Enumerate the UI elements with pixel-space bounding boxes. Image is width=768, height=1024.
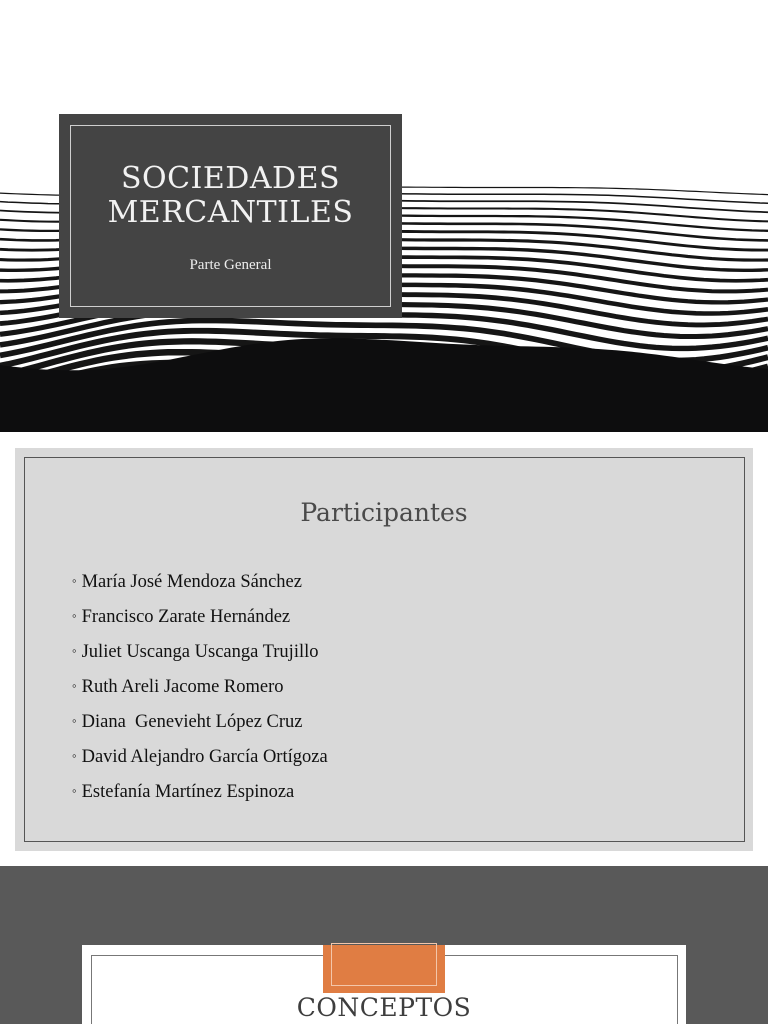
orange-accent-tab: [323, 945, 445, 993]
participants-heading: Participantes: [300, 498, 468, 527]
wave-dark-base: [0, 338, 768, 432]
bullet-icon: ◦: [72, 748, 77, 763]
participant-item: [72, 746, 328, 781]
slide-title: [0, 0, 768, 432]
slide-participants: [15, 448, 753, 851]
concepts-title: CONCEPTOS: [296, 993, 472, 1022]
slide-concepts: [0, 866, 768, 1024]
title-box: [59, 114, 402, 318]
bullet-icon: ◦: [72, 573, 77, 588]
participant-name: María José Mendoza Sánchez: [81, 572, 302, 592]
presentation-title: SOCIEDADES MERCANTILES: [107, 161, 354, 230]
participant-name: Estefanía Martínez Espinoza: [81, 782, 295, 802]
participant-item: [72, 571, 328, 606]
participant-name: Juliet Uscanga Uscanga Trujillo: [81, 642, 319, 662]
participant-item: [72, 711, 328, 746]
participant-item: [72, 606, 328, 641]
bullet-icon: ◦: [72, 643, 77, 658]
bullet-icon: ◦: [72, 783, 77, 798]
participant-item: [72, 781, 328, 816]
bullet-icon: ◦: [72, 608, 77, 623]
orange-tab-frame: [331, 943, 437, 986]
bullet-icon: ◦: [72, 713, 77, 728]
participant-item: [72, 641, 328, 676]
participant-name: Diana Genevieht López Cruz: [81, 712, 303, 732]
participants-list: [72, 571, 328, 816]
participant-item: [72, 676, 328, 711]
concepts-card: [82, 945, 686, 1024]
bullet-icon: ◦: [72, 678, 77, 693]
participant-name: Francisco Zarate Hernández: [81, 607, 291, 627]
presentation-subtitle: Parte General: [189, 257, 272, 273]
participant-name: David Alejandro García Ortígoza: [81, 747, 328, 767]
participant-name: Ruth Areli Jacome Romero: [81, 677, 284, 697]
